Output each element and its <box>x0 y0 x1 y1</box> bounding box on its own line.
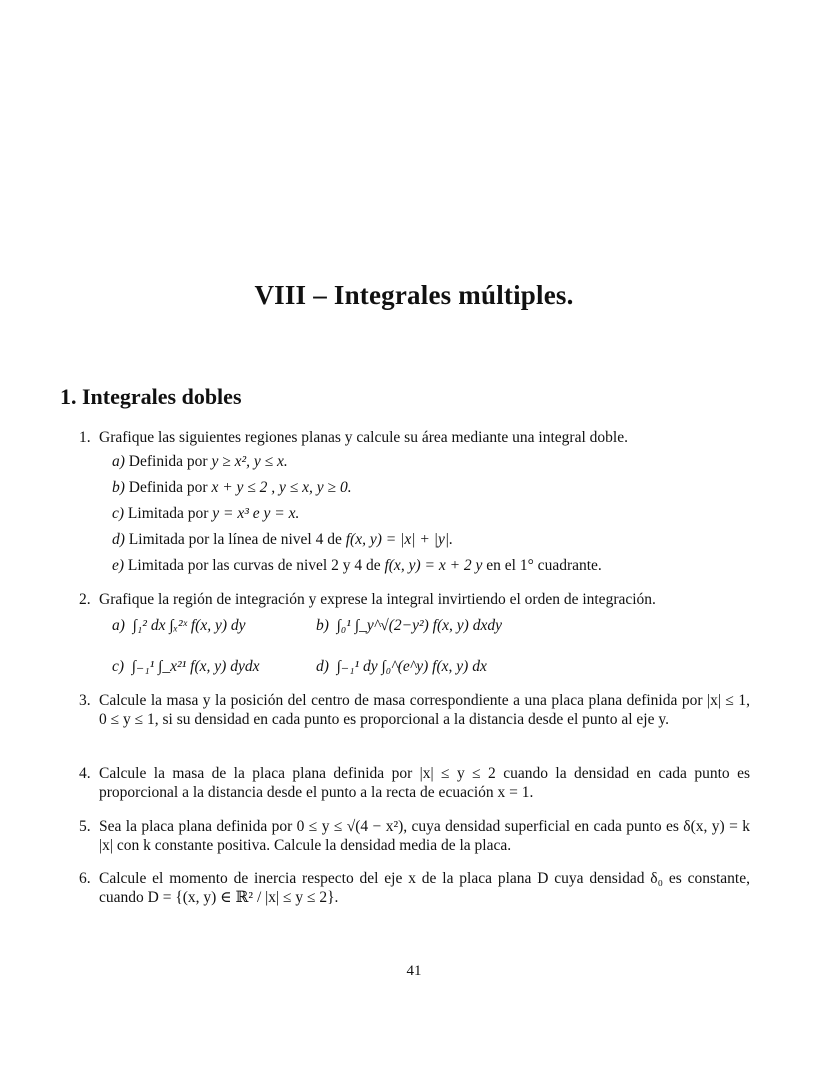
item-math: f(x, y) = |x| + |y|. <box>345 531 453 548</box>
item-label: c) <box>112 505 125 522</box>
item-label: e) <box>112 557 125 574</box>
item-prefix: Definida por <box>128 479 208 496</box>
list-item <box>112 556 602 575</box>
item-prefix: Limitada por las curvas de nivel 2 y 4 de <box>127 557 381 574</box>
exercise-text: Calcule la masa y la posición del centro de masa correspondiente a una placa plana definida por |x| ≤ 1, 0 ≤ y ≤ 1, si su densidad en cada punto es proporcional a la distancia desde el punto al eje y. <box>99 692 750 728</box>
item-math: ∫₋₁¹ ∫_x²¹ f(x, y) dydx <box>131 658 260 675</box>
list-item <box>112 478 352 497</box>
item-math: ∫₀¹ ∫_y^√(2−y²) f(x, y) dxdy <box>336 617 502 634</box>
item-math: ∫₁² dx ∫ₓ²ˣ f(x, y) dy <box>132 617 246 634</box>
exercise-number: 1. <box>79 429 91 446</box>
integral-item <box>316 616 502 635</box>
item-math: y ≥ x², y ≤ x. <box>211 453 288 470</box>
item-math: f(x, y) = x + 2 y <box>384 557 483 574</box>
item-prefix: Definida por <box>128 453 208 470</box>
list-item <box>112 504 299 523</box>
list-item <box>112 530 453 549</box>
item-label: d) <box>112 531 125 548</box>
exercise-number: 3. <box>79 692 91 709</box>
item-label: d) <box>316 658 329 675</box>
page-number: 41 <box>406 963 422 979</box>
list-item <box>112 452 288 471</box>
item-math: x + y ≤ 2 , y ≤ x, y ≥ 0. <box>211 479 352 496</box>
exercise-number: 6. <box>79 870 91 887</box>
exercise-text: Grafique la región de integración y exprese la integral invirtiendo el orden de integración. <box>99 591 656 608</box>
item-label: a) <box>112 453 125 470</box>
integral-item <box>112 616 246 635</box>
chapter-title: VIII – Integrales múltiples. <box>254 280 574 310</box>
exercise-text: Calcule el momento de inercia respecto del eje x de la placa plana D cuya densidad δ₀ es constante, cuando D = {(x, y) ∈ ℝ² / |x| ≤ y ≤ 2}. <box>99 870 750 906</box>
exercise-text: Grafique las siguientes regiones planas y calcule su área mediante una integral doble. <box>99 429 628 446</box>
section-title: 1. Integrales dobles <box>60 384 242 409</box>
exercise-number: 5. <box>79 818 91 835</box>
item-prefix: Limitada por la línea de nivel 4 de <box>128 531 342 548</box>
item-label: c) <box>112 658 125 675</box>
item-label: a) <box>112 617 125 634</box>
exercise-number: 4. <box>79 765 91 782</box>
item-suffix: en el 1° cuadrante. <box>486 557 602 574</box>
exercise-text: Sea la placa plana definida por 0 ≤ y ≤ √(4 − x²), cuya densidad superficial en cada punto es δ(x, y) = k |x| con k constante positiva. Calcule la densidad media de la placa. <box>99 818 750 854</box>
item-label: b) <box>112 479 125 496</box>
item-label: b) <box>316 617 329 634</box>
item-math: ∫₋₁¹ dy ∫₀^(e^y) f(x, y) dx <box>336 658 487 675</box>
exercise-text: Calcule la masa de la placa plana definida por |x| ≤ y ≤ 2 cuando la densidad en cada punto es proporcional a la distancia desde el punto a la recta de ecuación x = 1. <box>99 765 750 801</box>
item-math: y = x³ e y = x. <box>212 505 300 522</box>
item-prefix: Limitada por <box>127 505 209 522</box>
exercise-number: 2. <box>79 591 91 608</box>
integral-item <box>112 657 259 676</box>
integral-item <box>316 657 487 676</box>
